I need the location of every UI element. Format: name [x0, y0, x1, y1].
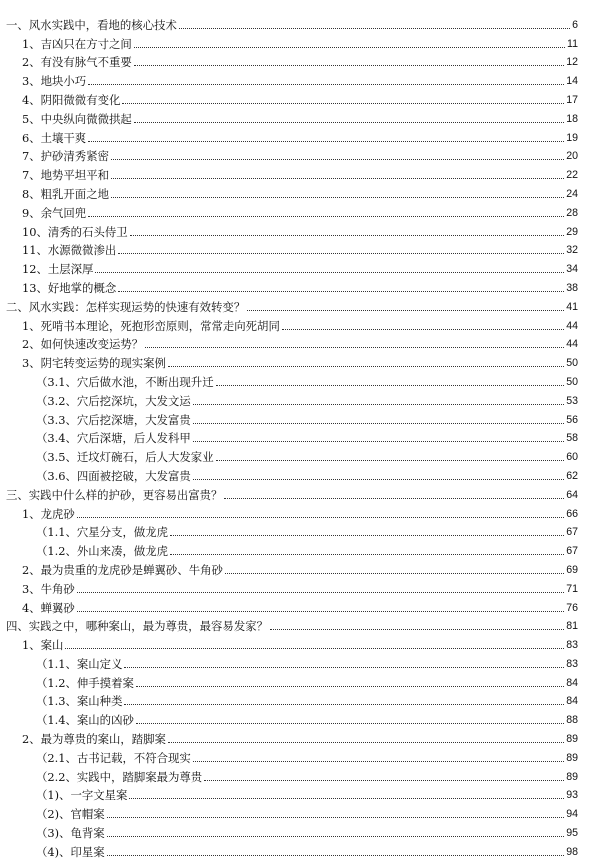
toc-entry[interactable]	[0, 295, 600, 314]
dot-leader	[225, 573, 564, 574]
toc-entry[interactable]	[0, 802, 600, 821]
toc-entry-page-number: 67	[566, 526, 578, 539]
toc-entry-page-number: 41	[566, 300, 578, 313]
dot-leader	[247, 310, 564, 311]
toc-entry-page-number: 66	[566, 507, 578, 520]
toc-entry-page-number: 89	[566, 733, 578, 746]
toc-entry-page-number: 53	[566, 394, 578, 407]
toc-entry-title: 1、龙虎砂	[22, 506, 75, 521]
toc-entry-page-number: 34	[566, 263, 578, 276]
toc-entry-title: （2)、官帽案	[36, 807, 105, 822]
toc-entry-page-number: 32	[566, 244, 578, 257]
toc-entry-page-number: 6	[572, 18, 578, 31]
dot-leader	[136, 723, 564, 724]
dot-leader	[111, 159, 564, 160]
toc-entry[interactable]	[0, 765, 600, 784]
toc-entry-page-number: 89	[566, 770, 578, 783]
toc-entry[interactable]	[0, 163, 600, 182]
toc-entry[interactable]	[0, 333, 600, 352]
toc-entry-title: （1.3、案山种类	[36, 694, 123, 709]
toc-entry-title: 3、牛角砂	[22, 581, 75, 596]
toc-entry-title: 一、风水实践中，看地的核心技术	[6, 17, 177, 32]
toc-entry[interactable]	[0, 69, 600, 88]
toc-entry-title: 12、土层深厚	[22, 262, 94, 277]
dot-leader	[107, 817, 565, 818]
toc-entry-page-number: 94	[566, 808, 578, 821]
toc-entry-page-number: 84	[566, 695, 578, 708]
dot-leader	[77, 592, 564, 593]
toc-entry-title: 13、好地掌的概念	[22, 280, 117, 295]
toc-entry-title: 1、死啃书本理论，死抱形峦原则，常常走向死胡同	[22, 318, 280, 333]
toc-entry-title: （1.1、穴星分支，做龙虎	[36, 525, 169, 540]
toc-entry-page-number: 88	[566, 714, 578, 727]
dot-leader	[168, 742, 564, 743]
toc-entry-title: （3.3、穴后挖深塘，大发富贵	[36, 412, 191, 427]
toc-entry-page-number: 22	[566, 169, 578, 182]
toc-entry[interactable]	[0, 558, 600, 577]
toc-entry-page-number: 29	[566, 225, 578, 238]
toc-entry-page-number: 18	[566, 112, 578, 125]
toc-entry-page-number: 98	[566, 845, 578, 858]
toc-entry-title: 7、护砂清秀紧密	[22, 149, 109, 164]
dot-leader	[134, 47, 565, 48]
toc-entry[interactable]	[0, 32, 600, 51]
toc-entry[interactable]	[0, 182, 600, 201]
dot-leader	[88, 84, 564, 85]
toc-entry[interactable]	[0, 370, 600, 389]
toc-entry[interactable]	[0, 445, 600, 464]
dot-leader	[170, 554, 564, 555]
toc-entry-page-number: 14	[566, 75, 578, 88]
dot-leader	[179, 28, 570, 29]
toc-entry-title: （2.2、实践中，踏脚案最为尊贵	[36, 769, 203, 784]
toc-entry[interactable]	[0, 145, 600, 164]
toc-entry-page-number: 69	[566, 563, 578, 576]
dot-leader	[88, 141, 564, 142]
toc-entry[interactable]	[0, 51, 600, 70]
toc-entry-page-number: 38	[566, 281, 578, 294]
toc-entry-page-number: 95	[566, 827, 578, 840]
toc-entry-title: 三、实践中什么样的护砂，更容易出富贵？	[6, 487, 223, 502]
toc-entry[interactable]	[0, 408, 600, 427]
toc-entry-page-number: 58	[566, 432, 578, 445]
toc-entry[interactable]	[0, 351, 600, 370]
dot-leader	[204, 780, 564, 781]
toc-entry-page-number: 12	[566, 56, 578, 69]
toc-entry[interactable]	[0, 784, 600, 803]
toc-entry-page-number: 76	[566, 601, 578, 614]
toc-entry-title: 6、土壤干爽	[22, 130, 87, 145]
toc-entry-page-number: 67	[566, 545, 578, 558]
toc-entry-title: （1.4、案山的凶砂	[36, 713, 134, 728]
dot-leader	[193, 423, 564, 424]
toc-entry[interactable]	[0, 577, 600, 596]
toc-entry-title: （3.4、穴后深塘，后人发科甲	[36, 431, 191, 446]
dot-leader	[130, 235, 565, 236]
dot-leader	[129, 798, 564, 799]
toc-entry[interactable]	[0, 107, 600, 126]
dot-leader	[282, 329, 564, 330]
toc-entry[interactable]	[0, 746, 600, 765]
dot-leader	[270, 629, 564, 630]
dot-leader	[124, 704, 564, 705]
toc-entry[interactable]	[0, 521, 600, 540]
toc-entry[interactable]	[0, 257, 600, 276]
toc-entry[interactable]	[0, 483, 600, 502]
toc-entry[interactable]	[0, 615, 600, 634]
toc-entry-page-number: 44	[566, 338, 578, 351]
toc-entry-page-number: 17	[566, 93, 578, 106]
toc-entry-page-number: 89	[566, 751, 578, 764]
toc-entry-page-number: 50	[566, 375, 578, 388]
dot-leader	[107, 855, 565, 856]
toc-entry-title: 2、有没有脉气不重要	[22, 55, 132, 70]
toc-entry-title: （2.1、古书记载，不符合现实	[36, 750, 191, 765]
dot-leader	[111, 197, 564, 198]
dot-leader	[145, 347, 564, 348]
dot-leader	[168, 366, 564, 367]
toc-entry-page-number: 28	[566, 206, 578, 219]
toc-entry-title: （3.5、迁坟灯碗石，后人大发家业	[36, 450, 214, 465]
dot-leader	[134, 122, 564, 123]
toc-entry[interactable]	[0, 389, 600, 408]
toc-entry[interactable]	[0, 502, 600, 521]
dot-leader	[193, 404, 564, 405]
dot-leader	[65, 648, 564, 649]
toc-entry[interactable]	[0, 276, 600, 295]
dot-leader	[88, 216, 564, 217]
dot-leader	[118, 253, 564, 254]
toc-entry-page-number: 93	[566, 789, 578, 802]
toc-entry-page-number: 71	[566, 582, 578, 595]
dot-leader	[118, 291, 564, 292]
toc-entry-title: 4、阴阳微微有变化	[22, 92, 121, 107]
dot-leader	[122, 103, 564, 104]
toc-entry[interactable]	[0, 427, 600, 446]
toc-entry-title: 2、最为贵重的龙虎砂是蝉翼砂、牛角砂	[22, 562, 223, 577]
toc-entry-title: 1、案山	[22, 638, 64, 653]
dot-leader	[95, 272, 564, 273]
toc-entry-page-number: 50	[566, 357, 578, 370]
dot-leader	[111, 178, 564, 179]
dot-leader	[124, 667, 564, 668]
toc-entry[interactable]	[0, 821, 600, 840]
toc-entry-title: （4)、印星案	[36, 844, 105, 859]
toc-entry[interactable]	[0, 708, 600, 727]
toc-entry-title: 2、如何快速改变运势？	[22, 337, 144, 352]
toc-entry[interactable]	[0, 539, 600, 558]
toc-entry-page-number: 60	[566, 451, 578, 464]
toc-entry[interactable]	[0, 88, 600, 107]
toc-entry-title: 8、粗乳开面之地	[22, 186, 109, 201]
toc-entry[interactable]	[0, 652, 600, 671]
toc-entry[interactable]	[0, 13, 600, 32]
toc-entry[interactable]	[0, 314, 600, 333]
dot-leader	[193, 761, 564, 762]
toc-entry-title: 7、地势平坦平和	[22, 168, 109, 183]
toc-entry-title: （1.2、外山来凑，做龙虎	[36, 544, 169, 559]
toc-entry-title: 2、最为尊贵的案山，踏脚案	[22, 732, 166, 747]
toc-entry-title: （1)、一字文星案	[36, 788, 128, 803]
toc-entry-page-number: 83	[566, 657, 578, 670]
table-of-contents	[0, 13, 600, 859]
toc-entry[interactable]	[0, 840, 600, 859]
toc-entry-title: 四、实践之中，哪种案山，最为尊贵，最容易发家？	[6, 619, 268, 634]
toc-entry[interactable]	[0, 239, 600, 258]
toc-entry[interactable]	[0, 201, 600, 220]
toc-entry-page-number: 84	[566, 676, 578, 689]
toc-entry-title: 9、余气回兜	[22, 205, 87, 220]
dot-leader	[136, 686, 564, 687]
toc-entry-page-number: 56	[566, 413, 578, 426]
toc-entry-title: 10、清秀的石头侍卫	[22, 224, 128, 239]
toc-entry[interactable]	[0, 220, 600, 239]
toc-entry-page-number: 62	[566, 469, 578, 482]
dot-leader	[170, 535, 564, 536]
toc-entry[interactable]	[0, 633, 600, 652]
dot-leader	[224, 498, 564, 499]
toc-entry-page-number: 11	[567, 37, 578, 50]
dot-leader	[216, 385, 565, 386]
toc-entry-title: （3)、龟背案	[36, 826, 105, 841]
toc-entry[interactable]	[0, 671, 600, 690]
toc-entry-page-number: 44	[566, 319, 578, 332]
toc-entry-page-number: 19	[566, 131, 578, 144]
toc-entry-title: 3、地块小巧	[22, 74, 87, 89]
toc-entry[interactable]	[0, 690, 600, 709]
dot-leader	[77, 517, 564, 518]
toc-entry-page-number: 81	[566, 620, 578, 633]
dot-leader	[193, 479, 564, 480]
toc-entry[interactable]	[0, 464, 600, 483]
toc-entry-page-number: 83	[566, 639, 578, 652]
toc-entry-title: 5、中央纵向微微拱起	[22, 111, 132, 126]
toc-entry-title: （1.2、伸手摸着案	[36, 675, 134, 690]
toc-entry-title: （3.6、四面被挖破，大发富贵	[36, 468, 191, 483]
toc-entry-title: 3、阴宅转变运势的现实案例	[22, 356, 166, 371]
toc-entry-title: 1、吉凶只在方寸之间	[22, 36, 132, 51]
toc-entry[interactable]	[0, 596, 600, 615]
dot-leader	[134, 65, 564, 66]
toc-entry[interactable]	[0, 727, 600, 746]
toc-entry-page-number: 24	[566, 187, 578, 200]
toc-entry[interactable]	[0, 126, 600, 145]
toc-entry-title: 二、风水实践：怎样实现运势的快速有效转变？	[6, 299, 246, 314]
toc-entry-title: 4、蝉翼砂	[22, 600, 75, 615]
dot-leader	[193, 441, 564, 442]
dot-leader	[216, 460, 565, 461]
toc-entry-title: （3.2、穴后挖深坑，大发文运	[36, 393, 191, 408]
toc-entry-title: （1.1、案山定义	[36, 656, 123, 671]
dot-leader	[77, 611, 564, 612]
toc-entry-title: 11、水源微微渗出	[22, 243, 117, 258]
toc-entry-page-number: 20	[566, 150, 578, 163]
toc-entry-title: （3.1、穴后做水池，不断出现升迁	[36, 374, 214, 389]
dot-leader	[107, 836, 565, 837]
toc-entry-page-number: 64	[566, 488, 578, 501]
